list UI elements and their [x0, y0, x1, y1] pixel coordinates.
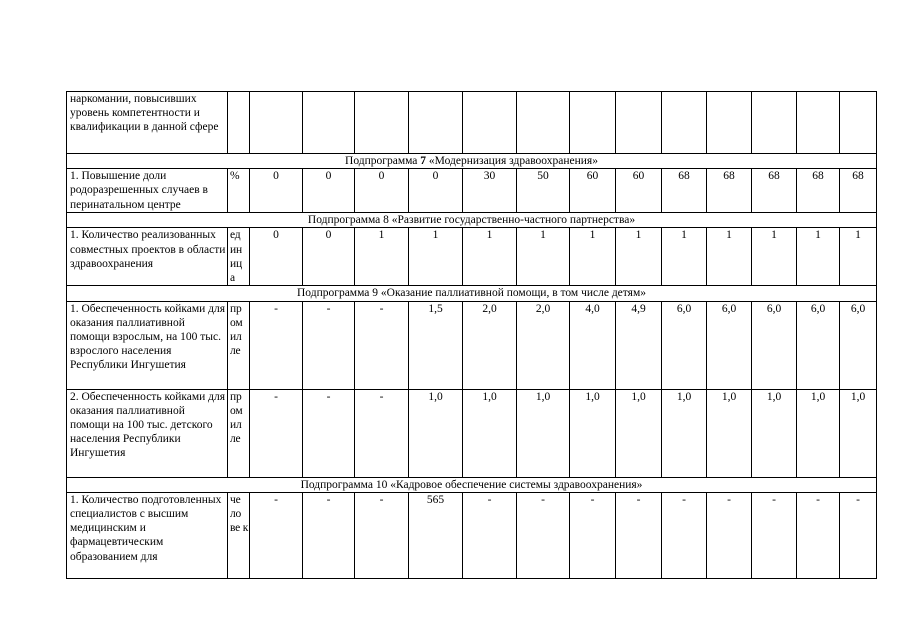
value-cell: -	[616, 492, 662, 578]
value-cell: 6,0	[797, 301, 840, 389]
subprogram-heading	[67, 286, 877, 301]
value-cell	[250, 92, 303, 154]
value-cell: -	[303, 389, 355, 477]
value-cell: 565	[409, 492, 463, 578]
value-cell: -	[250, 389, 303, 477]
subprogram-heading	[67, 477, 877, 492]
value-cell: 0	[250, 169, 303, 213]
value-cell: 6,0	[707, 301, 752, 389]
value-cell: 6,0	[662, 301, 707, 389]
subprogram-heading-row	[67, 213, 877, 228]
value-cell: 1,0	[840, 389, 877, 477]
table-body	[67, 92, 877, 579]
value-cell: 4,9	[616, 301, 662, 389]
value-cell: 1,0	[752, 389, 797, 477]
subprogram-label: Подпрограмма	[300, 478, 376, 491]
subprogram-title: «Модернизация здравоохранения»	[426, 155, 598, 167]
subprogram-heading	[67, 154, 877, 169]
value-cell: 1,0	[409, 389, 463, 477]
subprogram-label: Подпрограмма	[297, 287, 373, 300]
value-cell: 2,0	[517, 301, 570, 389]
value-cell: 1	[570, 228, 616, 286]
value-cell: -	[250, 301, 303, 389]
value-cell: 1	[797, 228, 840, 286]
value-cell: 0	[303, 228, 355, 286]
value-cell: -	[517, 492, 570, 578]
value-cell: 1	[409, 228, 463, 286]
value-cell	[752, 92, 797, 154]
value-cell: 1,0	[707, 389, 752, 477]
value-cell	[303, 92, 355, 154]
value-cell: -	[463, 492, 517, 578]
subprogram-number: 10	[375, 478, 388, 491]
value-cell: 1	[752, 228, 797, 286]
subprogram-title: «Оказание паллиативной помощи, в том числе детям»	[378, 287, 646, 300]
table-row	[67, 389, 877, 477]
value-cell: 1,0	[616, 389, 662, 477]
value-cell: 1,0	[797, 389, 840, 477]
subprogram-heading-row	[67, 477, 877, 492]
value-cell: 60	[616, 169, 662, 213]
value-cell: 1,0	[662, 389, 707, 477]
value-cell: 1	[616, 228, 662, 286]
unit-cell: пр ом ил ле	[228, 301, 250, 389]
value-cell: 30	[463, 169, 517, 213]
value-cell	[355, 92, 409, 154]
value-cell: -	[662, 492, 707, 578]
unit-cell: %	[228, 169, 250, 213]
value-cell	[570, 92, 616, 154]
value-cell: -	[355, 301, 409, 389]
value-cell: 6,0	[752, 301, 797, 389]
value-cell: 1,0	[570, 389, 616, 477]
value-cell: 1	[662, 228, 707, 286]
value-cell: 68	[840, 169, 877, 213]
value-cell: 6,0	[840, 301, 877, 389]
value-cell: 1	[707, 228, 752, 286]
value-cell: -	[355, 492, 409, 578]
value-cell: 4,0	[570, 301, 616, 389]
value-cell: -	[797, 492, 840, 578]
value-cell: 0	[250, 228, 303, 286]
value-cell	[616, 92, 662, 154]
indicator-name: 1. Повышение доли родоразрешенных случаев в перинатальном центре	[67, 169, 228, 213]
value-cell	[409, 92, 463, 154]
value-cell: 0	[355, 169, 409, 213]
value-cell: -	[752, 492, 797, 578]
table-row	[67, 228, 877, 286]
indicator-name: 1. Обеспеченность койками для оказания паллиативной помощи взрослым, на 100 тыс. взрослого населения Республики Ингушетия	[67, 301, 228, 389]
value-cell: 1	[840, 228, 877, 286]
value-cell: 1	[463, 228, 517, 286]
value-cell: 0	[409, 169, 463, 213]
table-row	[67, 301, 877, 389]
unit-cell: че ло ве к	[228, 492, 250, 578]
table-row	[67, 92, 877, 154]
indicator-name: 1. Количество подготовленных специалистов с высшим медицинским и фармацевтическим образованием для	[67, 492, 228, 578]
subprogram-number: 9	[372, 287, 379, 300]
subprogram-label: Подпрограмма	[345, 155, 421, 167]
value-cell: -	[355, 389, 409, 477]
value-cell	[840, 92, 877, 154]
indicator-name: 2. Обеспеченность койками для оказания паллиативной помощи на 100 тыс. детского населения Республики Ингушетия	[67, 389, 228, 477]
value-cell: 1	[355, 228, 409, 286]
value-cell	[662, 92, 707, 154]
indicators-table	[66, 91, 877, 579]
unit-cell	[228, 92, 250, 154]
value-cell	[517, 92, 570, 154]
value-cell	[463, 92, 517, 154]
value-cell: 1	[517, 228, 570, 286]
value-cell: 1,5	[409, 301, 463, 389]
subprogram-heading-row	[67, 154, 877, 169]
indicator-name: 1. Количество реализованных совместных проектов в области здравоохранения	[67, 228, 228, 286]
value-cell: 68	[752, 169, 797, 213]
value-cell	[797, 92, 840, 154]
subprogram-number: 8	[383, 214, 389, 227]
value-cell: 1,0	[463, 389, 517, 477]
unit-cell: пр ом ил ле	[228, 389, 250, 477]
subprogram-label: Подпрограмма	[307, 214, 384, 227]
subprogram-title: «Кадровое обеспечение системы здравоохранения»	[387, 478, 643, 491]
subprogram-number: 7	[420, 155, 427, 167]
table-row	[67, 492, 877, 578]
value-cell	[707, 92, 752, 154]
value-cell: 50	[517, 169, 570, 213]
subprogram-heading-row	[67, 286, 877, 301]
value-cell: 2,0	[463, 301, 517, 389]
value-cell: 0	[303, 169, 355, 213]
value-cell: -	[840, 492, 877, 578]
table-row	[67, 169, 877, 213]
value-cell: 68	[797, 169, 840, 213]
value-cell: -	[250, 492, 303, 578]
value-cell: -	[570, 492, 616, 578]
value-cell: 1,0	[517, 389, 570, 477]
subprogram-heading	[67, 213, 877, 228]
indicator-name: наркомании, повысивших уровень компетентности и квалификации в данной сфере	[67, 92, 228, 154]
subprogram-title: «Развитие государственно-частного партнерства»	[388, 214, 636, 227]
value-cell: 68	[707, 169, 752, 213]
value-cell: -	[303, 301, 355, 389]
value-cell: -	[303, 492, 355, 578]
value-cell: 60	[570, 169, 616, 213]
value-cell: -	[707, 492, 752, 578]
value-cell: 68	[662, 169, 707, 213]
unit-cell: ед ин иц а	[228, 228, 250, 286]
